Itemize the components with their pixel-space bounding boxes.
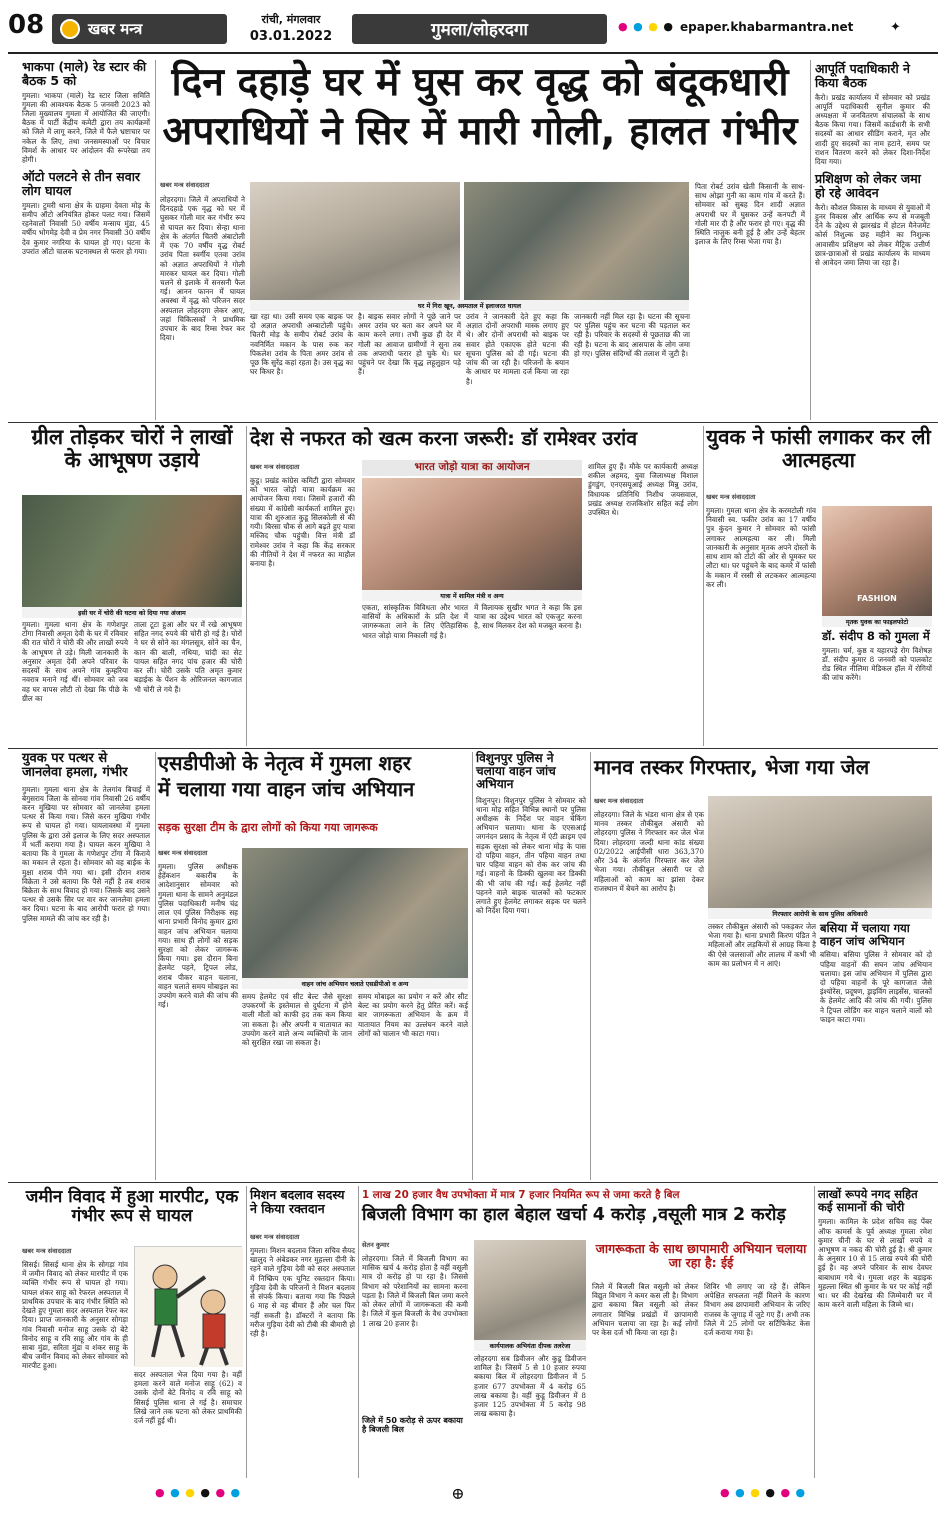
sdpo-caption: वाहन जांच अभियान चलाते एसडीपीओ व अन्य xyxy=(242,978,468,989)
website-link[interactable]: epaper.khabarmantra.net xyxy=(680,20,854,34)
lead-col-4: उरांव ने जानकारी देते हुए कहा कि अज्ञात दोनों अपराधी मास्क लगाए हुए थे। और दोनों अपराधी को बाइक पर सवार होते एकाएक होते घटना की सूचना पुलिस को दी गई। घटना की जांच की जा रही है। परिजनों के बयान के आधार पर मामला दर्ज किया जा रहा है। xyxy=(466,312,569,386)
grill-headline: ग्रील तोड़कर चोरों ने लाखों के आभूषण उड़ाये xyxy=(31,425,233,473)
desh-col-3: में विलायक सुखीर भगत ने कहा कि इस यात्रा का उद्देश्य भारत को एकजुट करना है, साथ मिलकर देश को मजबूत करना है। xyxy=(474,603,582,631)
basia-headline: बसिया में चलाया गया वाहन जांच अभियान xyxy=(820,921,910,948)
bijli-sub: जागरूकता के साथ छापामारी अभियान चलाया जा रहा है: ईई xyxy=(595,1241,807,1271)
brand-name: खबर मन्त्र xyxy=(88,20,143,38)
bijli-col1-sub: जिले में 50 करोड़ से ऊपर बकाया है बिजली बिल xyxy=(362,1416,463,1435)
sdpo-headline xyxy=(158,752,468,820)
desh-headline: देश से नफरत को खत्म करना जरूरी: डॉ रामेश्वर उरांव xyxy=(250,427,638,450)
grill-col-2: ताला टूटा हुआ और घर में रखे आभूषण सहित नगद रुपये की चोरी हो गई है। चोरों ने घर से सोने का मंगलसूत्र, सोने का चैन, कान की बाली, नथिया, चांदी का सेट पायल सहित नगद पांच हजार की चोरी कर ली। चोरी उसके पति अमृत कुमार बड़ाईक के पेंशन के ओरिजनल कागजात भी चोरी ले गये हैं। xyxy=(134,620,242,694)
suicide-headline: युवक ने फांसी लगाकर कर ली आत्महत्या xyxy=(706,425,931,472)
manav-col-2: तस्कर तौकीबुल अंसारी को पकड़कर जेल भेजा गया है। थाना प्रभारी किरण पंडित ने महिलाओं और लड़कियों से आग्रह किया है की ऐसे जलसाजों और लालच में कभी भी काम का प्रलोभन में न आएं। xyxy=(708,922,816,968)
right-briefs xyxy=(815,62,930,420)
brief-headline: प्रशिक्षण को लेकर जमा हो रहे आवेदन xyxy=(815,171,921,200)
chori-headline: लाखों रूपये नगद सहित कई सामानों की चोरी xyxy=(818,1187,918,1214)
basia-body: बसिया। बसिया पुलिस ने सोमवार को दो पहिया वाहनों की सघन जांच अभियान चलाया। इस जांच अभियान में पुलिस द्वारा दो पहिया वाहनों के पूरे कागजात जैसे इंश्योरेंस, प्रदूषण, ड्राइविंग लाइसेंस, चालकों के हेलमेट आदि की जांच की गयी। पुलिस ने ट्रिपल लोडिंग कर वाहन चलाने वालों को फाइन काटा गया। xyxy=(820,950,932,1024)
bijli-col-4: शिविर भी लगाए जा रहे हैं। लेकिन अपेक्षित सफलता नहीं मिलने के कारण विभाग अब छापामारी अभियान के जरिए राजस्व के जुगाड़ में जुटे गए हैं। अभी तक जिले में 25 लोगों पर सर्टिफिकेट केस दर्ज कराया गया है। xyxy=(704,1282,810,1338)
left-brief-1 xyxy=(22,60,150,420)
lead-col-5: जानकारी नहीं मिल रहा है। घटना की सूचना पर पुलिस पहुंच कर घटना की पड़ताल कर रही है। परिवार के सदस्यों से पूछताछ की जा रही है। घटना के बाद आसपास के लोग जमा हो गए। पुलिस संदिग्धों की तलाश में जुटी है। xyxy=(574,312,690,358)
color-dots: ● ● ● ● xyxy=(618,20,674,33)
manav-byline: खबर मन्त्र संवाददाता xyxy=(594,797,644,805)
issue-date: 03.01.2022 xyxy=(249,29,333,44)
lead-headline xyxy=(160,62,800,170)
brief-text: कैरो। प्रखंड कार्यालय में सोमवार को प्रखंड आपूर्ति पदाधिकारी सुनील कुमार की अध्यक्षता में जनवितरण संचालकों के साथ बैठक किया गया। जिसमें कार्डधारी के सभी सदस्यों का आधार सीडिंग कराने, मृत और शादी हुए सदस्यों का नाम हटाने, समय पर राशन वितरण करने को लेकर दिशा-निर्देश दिया गया। xyxy=(815,92,930,167)
jamin-col-2: सदर अस्पताल भेज दिया गया है। वहीं हमला करने वाले मनोज साहू (62) व उसके दोनों बेटे विनोद व रवि साहू को सिसई पुलिस थाना ले गई है। समाचार लिखे जाने तक घटना को लेकर प्राथमिकी दर्ज नहीं हुई थी। xyxy=(134,1370,242,1426)
section-bar xyxy=(352,14,607,44)
yuvak-headline: युवक पर पत्थर से जानलेवा हमला, गंभीर xyxy=(22,751,128,781)
section-title: गुमला/लोहरदगा xyxy=(431,20,528,40)
bijli-col-1: लोहरदगा। जिले में बिजली विभाग का मासिक खर्च 4 करोड़ होता है वहीं वसूली मात्र दो करोड़ हो पा रहा है। जिससे विभाग को परेशानियों का सामना करना पड़ता है। जिले में बिजली बिल जमा करने को लेकर लोगों में जागरूकता की कमी है। जिले में कुल बिजली के वैध उपभोक्ता 1 लाख 20 हजार है। xyxy=(362,1254,469,1328)
mission-headline: मिशन बदलाव सदस्य ने किया रक्तदान xyxy=(250,1187,345,1216)
brand-logo-icon xyxy=(60,19,80,39)
brief-headline: भाकपा (माले) रेड स्टार की बैठक 5 को xyxy=(22,59,147,88)
desh-col-2: एकता, सांस्कृतिक विविधता और भारत वासियों के अधिकारों के प्रति देश में जागरूकता लाने के लिए ऐतिहासिक भारत जोड़ो यात्रा निकाली गई है। xyxy=(362,603,468,640)
vishnu-story xyxy=(476,752,586,1180)
sdpo-byline: खबर मन्त्र संवाददाता xyxy=(158,849,208,857)
bijli-byline: सेतन कुमार xyxy=(362,1241,390,1249)
masthead xyxy=(0,0,945,66)
bijli-col-2: लोहरदगा सब डिवीजन और कुडू डिवीजन शामिल है। जिसमें 5 से 10 हजार रुपया बकाया बिल में लोहरदगा डिवीजन में 5 हजार 677 उपभोक्ता में 4 करोड़ 65 लाख बकाया है। वहीं कुडू डिवीजन में 8 हजार 125 उपभोक्ता में 5 करोड़ 98 लाख बकाया है। xyxy=(474,1354,586,1419)
sdpo-photo xyxy=(242,848,468,978)
bijli-col-3: जिले में बिजली बिल वसूली को लेकर विद्युत विभाग ने कमर कस ली है। विभाग द्वारा बकाया बिल वसूली को लेकर लगातार विभिन्न प्रखंडों में छापामारी अभियान चलाया जा रहा है। कई लोगों पर केस दर्ज भी किया जा रहा है। xyxy=(592,1282,698,1338)
sdpo-headline-line-2: में चलाया गया वाहन जांच अभियान xyxy=(158,777,415,801)
sdpo-col-1: गुमला। पुलिस अधीक्षक हेहेंकशन बकारीब के आदेशानुसार सोमवार को गुमला थाना के सामने अनुमंडल पुलिस पदाधिकारी मनीष चंद्र लाल एवं पुलिस निरीक्षक सह थाना प्रभारी विनोद कुमार द्वारा वाहन जांच अभियान चलाया गया। साथ ही लोगों को सड़क सुरक्षा को लेकर जागरूक किया गया। इस दौरान बिना हेलमेट पहने, ट्रिपल लोड, शराब पीकर वाहन चलाना, वाहन चलाते समय मोबाइल का उपयोग करने वाले की जांच की गई। xyxy=(158,862,238,1010)
lead-headline-line-1: दिन दहाड़े घर में घुस कर वृद्ध को बंदूकधारी xyxy=(171,60,789,105)
lead-col-3: है। बाइक सवार लोगों ने पूछे जाने पर अमर उरांव घर बता कर अपने घर में काम करने लगा। तभी कुछ ही देर में गोली का आवाज ग्रामीणों ने सुना तब तक अपराधी फरार हो चुके थे। घर पहुंचने पर देखा कि वृद्ध लहूलुहान पड़े हैं। xyxy=(358,312,461,377)
brand-bar xyxy=(52,14,227,44)
satellite-icon: ✦ xyxy=(890,20,901,35)
brief-headline: ऑटो पलटने से तीन सवार लोग घायल xyxy=(22,169,141,198)
sdpo-headline-line-1: एसडीपीओ के नेतृत्व में गुमला शहर xyxy=(158,751,411,775)
grill-caption: इसी घर में चोरी की घटना को दिया गया अंजाम xyxy=(22,607,242,618)
suicide-byline: खबर मन्त्र संवाददाता xyxy=(706,493,756,501)
desh-caption: यात्रा में शामिल मंत्री व अन्य xyxy=(362,590,582,601)
city-day: रांची, मंगलवार xyxy=(261,13,321,26)
vishnu-body: विशुनपुर। विशुनपुर पुलिस ने सोमवार को थाना मोड़ सहित विभिन्न स्थानों पर पुलिस अधीक्षक के निर्देश पर वाहन चेकिंग अभियान चलाया। थाना के एएसआई जगनंदन प्रसाद के नेतृत्व में एंटी क्राइम एवं सड़क सुरक्षा को लेकर थाना मोड़ के पास दो पहिया वाहन, तीन पहिया वाहन तथा चार पहिया वाहन को रोक कर जांच की गई। वाहनों के डिक्की खुलवा कर डिक्की की भी जांच की गई। कई हेलमेट नहीं पहनने वाले बाइक चालकों को फटकार लगाते हुए हेलमेट लगाकर सड़क पर चलने को निर्देश दिया गया। xyxy=(476,795,586,916)
lead-byline: खबर मन्त्र संवाददाता xyxy=(160,181,210,189)
yuvak-story xyxy=(22,752,150,1180)
footer-color-dots-right: ● ● ● ● ● ● xyxy=(720,1486,807,1499)
desh-col-4: शामिल हुए हैं। मौके पर कार्यकारी अध्यक्ष शकील अहमद, युवा जिलाध्यक्ष विशाल डुंगडुंग, एनएसयूआई अध्यक्ष मिन्नु उरांव, विधायक प्रतिनिधि निशीथ जयसवाल, प्रखंड अध्यक्ष राजकिशोर सहित कई लोग उपस्थित थे। xyxy=(588,462,698,518)
bijli-headline: बिजली विभाग का हाल बेहाल खर्चा 4 करोड़ ,वसूली मात्र 2 करोड़ xyxy=(362,1205,786,1225)
grill-photo xyxy=(22,495,242,607)
lead-photo-1 xyxy=(250,182,460,300)
desh-banner: भारत जोड़ो यात्रा का आयोजन xyxy=(362,460,582,476)
desh-col-1: कुडू। प्रखंड कांग्रेस कमिटी द्वारा सोमवार को भारत जोड़ो यात्रा कार्यक्रम का आयोजन किया गया। जिसमें हजारों की संख्या में कांग्रेसी कार्यकर्ता शामिल हुए। यात्रा की शुरुआत कुडू सिलकोली से की गयी। बिरसा चौक से आगे बढ़ते हुए यात्रा मस्जिद चौक पहुंची। वित्त मंत्री डॉ रामेश्वर उरांव ने कहा कि केंद्र सरकार की नीतियों ने देश में नफरत का माहौल बनाया है। xyxy=(250,476,355,568)
lead-caption: घर में गिरा खून, अस्पताल में इलाजरत घायल xyxy=(250,300,689,311)
manav-photo xyxy=(708,796,932,908)
jamin-byline: खबर मन्त्र संवाददाता xyxy=(22,1247,72,1255)
chori-body: गुमला। कामिल के प्रदेश सचिव सह पेंबर ऑफ कामर्स के पूर्व अध्यक्ष गुमला रमेश कुमार चीनी के घर से लाखों रुपये व आभूषण व नकद की चोरी हुई है। श्री कुमार के अनुसार 10 से 15 लाख रुपये की चोरी हुई है। वह अपने परिवार के साथ देवघर बाबाधाम गये थे। गुमला शहर के बड़ाइक मुहल्ला स्थित श्री कुमार के घर पर कोई नहीं था। घर की देखरेख की जिम्मेवारी घर में काम करने वाली महिला के जिम्मे था। xyxy=(818,1217,932,1310)
mission-byline: खबर मन्त्र संवाददाता xyxy=(250,1233,300,1241)
grill-col-1: गुमला। गुमला थाना क्षेत्र के गणेशपुर टोंगा निवासी अमृता देवी के घर में रविवार की रात चोरों ने चोरी की और लाखों रुपये के आभूषण ले उड़े। मिली जानकारी के अनुसार अमृता देवी अपने परिवार के सदस्यों के साथ अपने गांव कुम्हरिया नवरात्र मनाने गई थीं। सोमवार को जब वह घर वापस लौटी तो देखा कि पीछे के ग्रील का xyxy=(22,620,128,703)
jamin-headline: जमीन विवाद में हुआ मारपीट, एक गंभीर रूप से घायल xyxy=(25,1187,239,1226)
jamin-col-1: सिसई। सिसई थाना क्षेत्र के सोगड़ा गांव में जमीन विवाद को लेकर मारपीट में एक व्यक्ति गंभीर रूप से घायल हो गया। घायल शंकर साहू को रेफरल अस्पताल में प्राथमिक उपचार के बाद गंभीर स्थिति को देखते हुए गुमला सदर अस्पताल रेफर कर दिया। प्राप्त जानकारी के अनुसार सोगड़ा गांव निवासी मनोज साहू उसके दो बेटे विनोद साहू व रवि साहू और गांव के ही साबा मुंडा, सरिता मुंडा व शंकर साहू के बीच जमीन विवाद को लेकर सोमवार को मारपीट हुआ। xyxy=(22,1260,128,1371)
brief-headline: डॉ. संदीप 8 को गुमला में xyxy=(822,629,930,643)
jamin-illustration xyxy=(134,1246,242,1366)
manav-caption: गिरफ्तार आरोपी के साथ पुलिस अधिकारी xyxy=(708,908,932,919)
brief-text: कैरो। कौशल विकास के माध्यम से युवाओं में हुनर विकास और आर्थिक रूप से मजबूती देने के उद्देश्य से झारखंड में होटल मैनेजमेंट कोर्स निशुल्क छह महीने का निशुल्क आवासीय प्रशिक्षण को लेकर मैट्रिक उत्तीर्ण छात्र-छात्राओं से प्रखंड कार्यालय के माध्यम से आवेदन जमा लिया जा रहा है। xyxy=(815,202,930,268)
fight-illustration-icon xyxy=(135,1247,243,1367)
bijli-caption: कार्यपालक अभियंता दीपक तलरेजा xyxy=(474,1340,586,1351)
lead-headline-line-2: अपराधियों ने सिर में मारी गोली, हालत गंभीर xyxy=(162,108,798,154)
lead-col-6: पिता रोबर्ट उरांव खेती किसानी के साथ-साथ ओझा गुनी का काम गांव में करते हैं। सोमवार को सुबह दिन शादी अज्ञात अपराधी घर में घुसकर उन्हें कनपटी में गोली मार दी है और फरार हो गए। वृद्ध की स्थिति नाजुक बनी हुई है और उन्हें बेहतर इलाज के लिए रिम्स भेजा गया है। xyxy=(695,182,805,247)
manav-headline: मानव तस्कर गिरफ्तार, भेजा गया जेल xyxy=(594,755,870,779)
sdpo-col-2: समय हेलमेट एवं सीट बेल्ट जैसे सुरक्षा उपकरणों के इस्तेमाल से दुर्घटना में होने वाली मौतों को काफी हद तक कम किया जा सकता है। और अपनी व यातायात का उपयोग करने वाले अन्य व्यक्तियों के जान को सुरक्षित रखा जा सकता है। xyxy=(242,992,352,1048)
bijli-kicker: 1 लाख 20 हजार वैध उपभोक्ता में मात्र 7 हजार नियमित रूप से जमा करते है बिल xyxy=(362,1189,680,1201)
suicide-photo xyxy=(822,506,932,616)
brief-text: गुमला। भाकपा (माले) रेड स्टार जिला समिति गुमला की आवश्यक बैठक 5 जनवरी 2023 को जिला मुख्यालय गुमला में आयोजित की जाएगी। बैठक में पार्टी केंद्रीय कमेटी द्वारा तय कार्यक्रमों को जिले में लागू करने, जिले में फैले भ्रष्टाचार पर नकेल के लिए, तथा जनसमस्याओं पर विचार विमर्श के आधार पर आंदोलन की रूपरेखा तय होगी। xyxy=(22,90,150,165)
sdpo-col-3: समय मोबाइल का प्रयोग न करें और सीट बेल्ट का प्रयोग करने हेतु प्रेरित करें। कई बार जागरूकता अभियान के क्रम में यातायात नियम का उल्लंघन करने वाले लोगों को चालान भी काटा गया। xyxy=(358,992,468,1038)
chori-story xyxy=(818,1188,932,1478)
mission-col-1: गुमला। मिशन बदलाव जिला सचिव सैयद खालुद ने अंबेडकर नगर मुहल्ला दीनी के रहने वाले गुड़िया देवी को सदर अस्पताल में निष्क्रिय एक यूनिट रक्तदान किया। गुड़िया देवी के परिजनों ने मिशन बदलाव से संपर्क किया। बताया गया कि पिछले 6 माह से वह बीमार हैं और चल फिर नहीं सकती है। डॉक्टरों ने बताया कि मरीज गुड़िया देवी को टीबी की बीमारी हो रही है। xyxy=(250,1246,355,1338)
shirt-print: FASHION xyxy=(857,594,897,603)
desh-photo xyxy=(362,478,582,590)
footer-color-dots-left: ● ● ● ● ● ● xyxy=(155,1486,242,1499)
sdpo-sub: सड़क सुरक्षा टीम के द्वारा लोगों को किया गया जागरूक xyxy=(158,821,378,834)
suicide-col-1: गुमला। गुमला थाना क्षेत्र के करमटोली गांव निवासी स्व. फकीर उरांव का 17 वर्षीय पुत्र कुंदन कुमार ने सोमवार को फांसी लगाकर आत्महत्या कर ली। मिली जानकारी के अनुसार मृतक अपने दोस्तों के साथ शाम को टोटो की ओर से घूमकर घर लौटा था। घर पहुंचने के बाद कमरे में फांसी के मकान में रस्सी से लटककर आत्महत्या कर ली। xyxy=(706,506,816,589)
manav-col-1: लोहरदगा। जिले के भंडरा थाना क्षेत्र से एक मानव तस्कर तौकीबुल अंसारी को लोहरदगा पुलिस ने गिरफ्तार कर जेल भेज दिया। लोहरदगा जल्दी थाना कांड संख्या 02/2022 आईपीसी धारा 363,370 और 34 के अंतर्गत गिरफ्तार कर जेल भेजा गया। तौकीबुल अंसारी पर दो महिलाओं को काम का झांसा देकर राजस्थान में बेचने का आरोप है। xyxy=(594,810,704,893)
page-number: 08 xyxy=(8,10,45,40)
yuvak-body: गुमला। गुमला थाना क्षेत्र के तेलगांव बिचाई में बेगुसराय जिला के सोनवा गांव निवासी 26 वर्षीय करन मुखिया पर सोमवार को जानलेवा हमला पत्थर से किया गया। जिसे करन मुखिया गंभीर रूप से घायल हो गया। घायलावस्था में गुमला पुलिस के द्वारा उसे इलाज के लिए सदर अस्पताल में भर्ती कराया गया है। घायल करन मुखिया ने बताया कि वे गुमला के गणेशपुर टोंगा में किराये का मकान ले रहता है। सोमवार को वह बाईक के मुक्षा शराब पीने गया था। इसी दौरान शराब विक्रेता ने उसे बताया कि पैसे नहीं है तब शराब बिक्रेता के साथ विवाद हो गया। जिसके बाद उसने पत्थर से उसके सिर पर वार कर जानलेवा हमला कर दिया। घटना के बाद आरोपी फरार हो गया। पुलिस मामले की जांच कर रही है। xyxy=(22,784,150,923)
desh-byline: खबर मन्त्र संवाददाता xyxy=(250,463,300,471)
bijli-photo xyxy=(474,1240,586,1340)
lead-col-1: लोहरदगा। जिले में अपराधियों ने दिनदहाड़े एक वृद्ध को घर में घुसकर गोली मार कर गंभीर रूप से घायल कर दिया। सेन्हा थाना क्षेत्र के अंतर्गत चितरी अंबाटोली में एक 70 वर्षीय वृद्ध रोबर्ट उरांव पिता स्वर्गीय एतवा उरांव को अज्ञात अपराधियों ने गोली मारकर घायल कर दिया। गोली चलने से इलाके में सनसनी फैल गई। आनन फानन में घायल अवस्था में वृद्ध को परिजन सदर अस्पताल लोहरदगा लेकर आए, जहां चिकित्सकों ने प्राथमिक उपचार के बाद रिम्स रेफर कर दिया। xyxy=(160,195,245,343)
lead-photo-2 xyxy=(464,182,689,300)
brief-text: गुमला। टुमरी थाना क्षेत्र के ग्राहमा देवता मोड़ के समीप ऑटो अनियंत्रित होकर पलट गया। जिसमें रहनेवालों निवासी 50 वर्षीय मन्साय मुंडा, 45 वर्षीय भोगमेड़ देवी व प्रेम नगर निवासी 30 वर्षीय देव कुमार नगरिया के घायल हो गए। घटना के उपरांत ऑटो चालक घटनास्थल से फरार हो गया। xyxy=(22,200,150,256)
basia-story xyxy=(820,922,932,1180)
brief-text: गुमला। चर्म, कुष्ठ व यहारपड़े रोग विशेषज्ञ डॉ. संदीप कुमार 8 जनवरी को पालकोट रोड स्थित नीलिमा मेडिकल हॉल में रोगियों की जांच करेंगे। xyxy=(822,645,932,683)
vishnu-headline: विशुनपुर पुलिस ने चलाया वाहन जांच अभियान xyxy=(476,751,556,792)
registration-mark-icon: ⊕ xyxy=(451,1484,465,1503)
suicide-brief xyxy=(822,630,932,746)
brief-headline: आपूर्ति पदाधिकारी ने किया बैठक xyxy=(815,61,910,90)
suicide-caption: मृतक युवक का फाइलफोटो xyxy=(822,616,932,627)
lead-col-2: खा रहा था। उसी समय एक बाइक पर दो अज्ञात अपराधी अम्बाटोली पहुंचे। चितरी मोड़ के समीप रोबर्ट उरांव के नवनिर्मित मकान के पास रुक कर पिकलेश उरांव के पिता अमर उरांव से पूछ कि सुरेंद्र कहां रहता है। उस वृद्ध का घर किधर है। xyxy=(250,312,353,377)
